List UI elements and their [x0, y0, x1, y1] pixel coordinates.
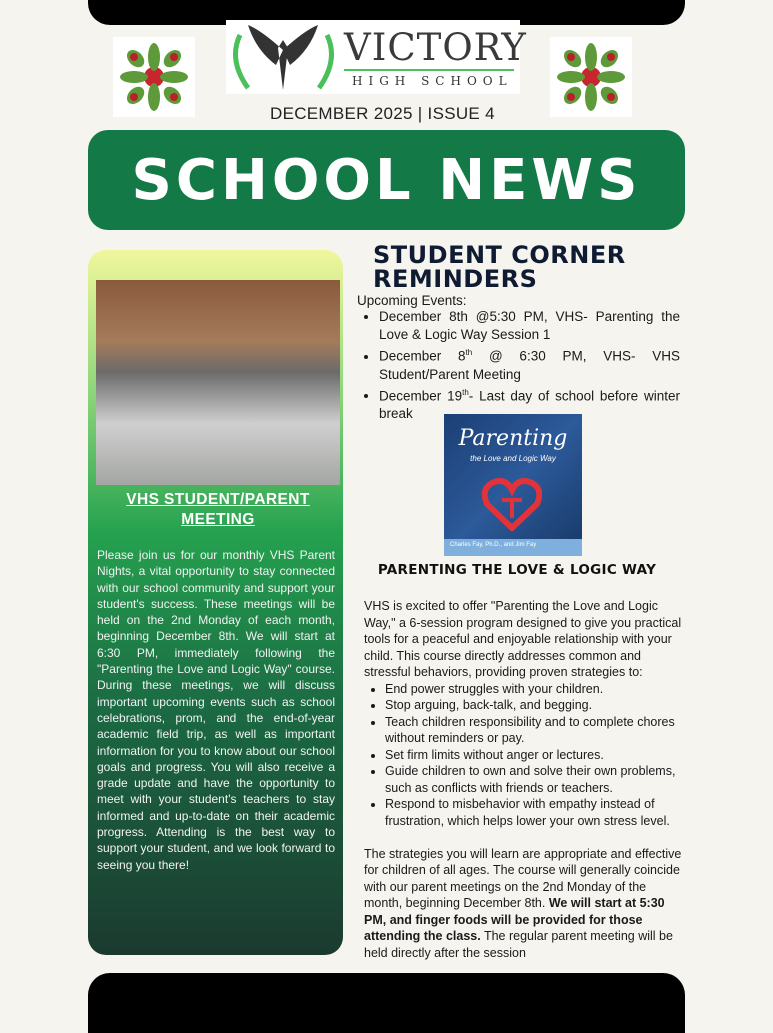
- meeting-title: VHS STUDENT/PARENT MEETING: [126, 491, 310, 528]
- maze-heart-icon: [482, 476, 542, 531]
- bottom-bar: [88, 973, 685, 1033]
- holly-ornament-right: [550, 37, 632, 117]
- book-title: Parenting: [458, 426, 568, 451]
- event-sup: th: [462, 387, 469, 397]
- closing-text: The regular parent meeting will be held directly after the session: [364, 929, 673, 960]
- strategy-item: • Respond to misbehavior with empathy instead of frustration, which helps lower your own stress level.: [385, 796, 682, 829]
- issue-line: DECEMBER 2025 | ISSUE 4: [270, 104, 495, 123]
- student-corner-title: STUDENT CORNER REMINDERS: [373, 241, 626, 293]
- meeting-body: Please join us for our monthly VHS Parent Nights, a vital opportunity to stay connected with our school community and support your student's success. These meetings will be held on the 2nd Monday of each month, beginning December 8th. We will start at 6:30 PM, immediately following the "Parenting the Love and Logic Way" course. During these meetings, we will discuss important upcoming events such as school celebrations, prom, and the end-of-year academic field trip, as well as important information for you to know about our school goals and progress. You will also receive a grade update and have the opportunity to meet with your student's teachers to stay informed and up-to-date on their academic progress. Attending is the best way to support your student, and we look forward to seeing you there!: [97, 548, 335, 872]
- school-subtitle: HIGH SCHOOL: [352, 74, 513, 88]
- event-sup: th: [465, 348, 473, 357]
- holly-ornament-left: [113, 37, 195, 117]
- love-logic-closing: [364, 846, 682, 962]
- book-subtitle: the Love and Logic Way: [470, 454, 556, 463]
- school-news-banner: [88, 130, 685, 230]
- student-corner: [357, 243, 680, 423]
- strategy-item: • Teach children responsibility and to complete chores without reminders or pay.: [385, 714, 682, 747]
- book-cover-image: [444, 414, 582, 556]
- strategy-item: • Set firm limits without anger or lectures.: [385, 747, 682, 764]
- school-logo: [226, 20, 527, 94]
- event-item: [379, 344, 680, 384]
- upcoming-label: Upcoming Events:: [357, 293, 467, 308]
- love-logic-title: PARENTING THE LOVE & LOGIC WAY: [377, 562, 657, 578]
- eagle-laurel-icon: [226, 20, 341, 94]
- event-text: - Last day of school before winter break: [379, 388, 680, 421]
- book-author: Charles Fay, Ph.D., and Jim Fay: [444, 539, 582, 556]
- closing-bold-text: We will start at 5:30 PM, and finger foods will be provided for those attending the class.: [364, 896, 665, 943]
- strategy-item: • Stop arguing, back-talk, and begging.: [385, 697, 682, 714]
- strategies-list: [385, 681, 682, 830]
- love-logic-body: [364, 598, 682, 961]
- classroom-photo: [96, 280, 340, 485]
- strategy-item: • End power struggles with your children.: [385, 681, 682, 698]
- event-text: December 8th @5:30 PM, VHS- Parenting the Love & Logic Way Session 1: [379, 309, 680, 342]
- logo-divider: [344, 69, 514, 71]
- event-item: [379, 308, 680, 344]
- banner-title: SCHOOL NEWS: [131, 147, 642, 213]
- event-text: December 19: [379, 388, 463, 403]
- closing-text: The strategies you will learn are appropriate and effective for children of all ages. The course will generally coincide with our parent meetings on the 2nd Monday of the month, beginning December 8th.: [364, 846, 682, 910]
- school-name: VICTORY: [344, 26, 527, 69]
- events-list: [379, 308, 680, 423]
- love-logic-intro: VHS is excited to offer "Parenting the Love and Logic Way," a 6-session program designed to give you practical tools for a peaceful and enjoyable relationship with your child. This course directly addresses common and stressful behaviors, providing proven strategies to:: [364, 599, 682, 679]
- strategy-item: • Guide children to own and solve their own problems, such as conflicts with friends or teachers.: [385, 763, 682, 796]
- event-text: December 8: [379, 348, 466, 364]
- event-text: @ 6:30 PM, VHS- VHS Student/Parent Meeting: [379, 348, 680, 382]
